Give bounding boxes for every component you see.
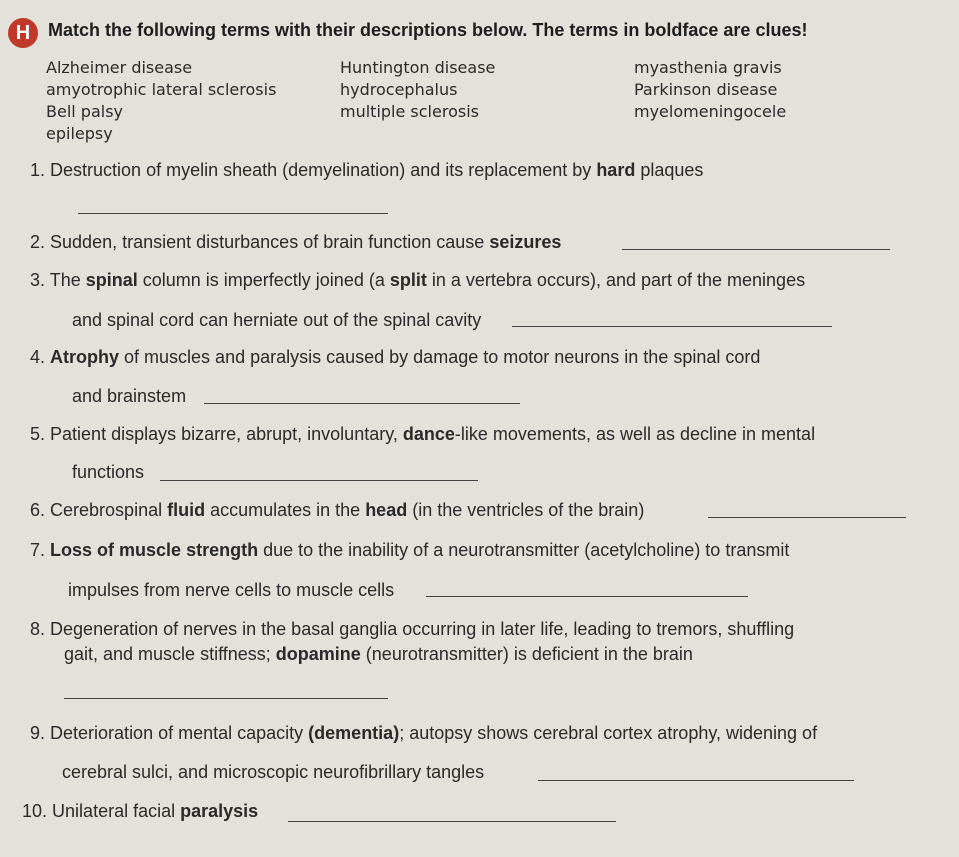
term-item: Parkinson disease [634,80,778,99]
term-item: Bell palsy [46,102,124,121]
term-item: myelomeningocele [634,102,787,121]
question-5: 5. Patient displays bizarre, abrupt, involuntary, dance-like movements, as well as decline in mental [30,424,816,444]
question-6: 6. Cerebrospinal fluid accumulates in the head (in the ventricles of the brain) [30,500,645,520]
term-item: multiple sclerosis [340,102,479,121]
term-item: Huntington disease [340,58,496,77]
question-10: 10. Unilateral facial paralysis [22,801,259,821]
answer-blank-8[interactable] [64,698,388,699]
answer-blank-2[interactable] [622,249,890,250]
question-4: 4. Atrophy of muscles and paralysis caused by damage to motor neurons in the spinal cord [30,347,761,367]
term-item: myasthenia gravis [634,58,782,77]
question-9-continued: cerebral sulci, and microscopic neurofibrillary tangles [62,762,485,782]
instructions-heading: Match the following terms with their descriptions below. The terms in boldface are clues! [48,20,808,40]
answer-blank-7[interactable] [426,596,748,597]
question-2: 2. Sudden, transient disturbances of brain function cause seizures [30,232,562,252]
question-5-continued: functions [72,462,145,482]
term-item: amyotrophic lateral sclerosis [46,80,277,99]
answer-blank-9[interactable] [538,780,854,781]
answer-blank-6[interactable] [708,517,906,518]
question-4-continued: and brainstem [72,386,187,406]
answer-blank-4[interactable] [204,403,520,404]
question-3: 3. The spinal column is imperfectly joined (a split in a vertebra occurs), and part of the meninges [30,270,806,290]
term-item: hydrocephalus [340,80,458,99]
question-7-continued: impulses from nerve cells to muscle cells [68,580,395,600]
answer-blank-1[interactable] [78,213,388,214]
question-7: 7. Loss of muscle strength due to the inability of a neurotransmitter (acetylcholine) to transmit [30,540,790,560]
term-item: Alzheimer disease [46,58,193,77]
answer-blank-3[interactable] [512,326,832,327]
answer-blank-5[interactable] [160,480,478,481]
question-1: 1. Destruction of myelin sheath (demyelination) and its replacement by hard plaques [30,160,704,180]
term-item: epilepsy [46,124,113,143]
answer-blank-10[interactable] [288,821,616,822]
question-8-continued: gait, and muscle stiffness; dopamine (neurotransmitter) is deficient in the brain [64,644,693,664]
section-badge: H [8,18,38,48]
question-9: 9. Deterioration of mental capacity (dementia); autopsy shows cerebral cortex atrophy, widening of [30,723,818,743]
question-3-continued: and spinal cord can herniate out of the spinal cavity [72,310,482,330]
question-8: 8. Degeneration of nerves in the basal ganglia occurring in later life, leading to tremors, shuffling [30,619,795,639]
